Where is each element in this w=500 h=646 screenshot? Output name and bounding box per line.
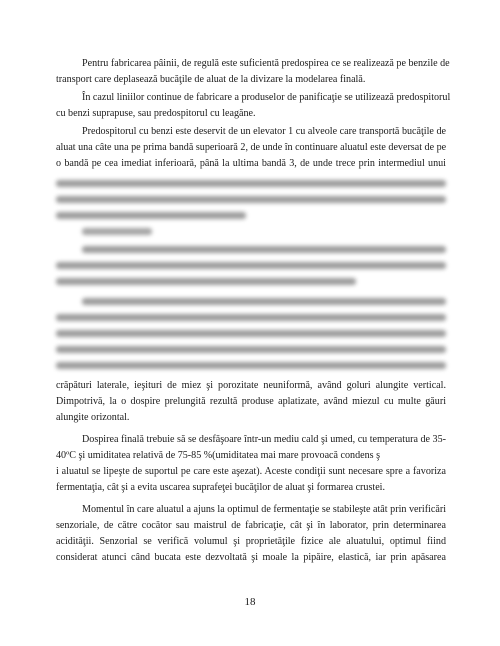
blurred-text-line [56, 362, 446, 369]
text-line: i aluatul se lipeşte de suportul pe care este aşezat). Aceste condiţii sunt necesare spre a favoriza [56, 466, 446, 477]
blurred-text-line [56, 212, 246, 219]
text-line: Momentul în care aluatul a ajuns la optimul de fermentaţie se stabileşte atât prin verificări [82, 504, 446, 515]
blurred-text-line [56, 196, 446, 203]
text-line: considerat atunci când bucata este dezvoltată şi moale la pipăire, elastică, iar prin apăsarea [56, 552, 446, 563]
text-line: senzoriale, de către cocător sau maistrul de fabricaţie, cât şi în laborator, prin determinarea [56, 520, 446, 531]
text-line: Predospitorul cu benzi este deservit de un elevator 1 cu alveole care transportă bucăţile de [82, 126, 446, 137]
text-line: Dimpotrivă, la o dospire prelungită rezultă produse aplatizate, având miezul cu multe găuri [56, 396, 446, 407]
blurred-subheading [82, 228, 152, 235]
blurred-text-line [56, 314, 446, 321]
text-line: aluat una câte una pe prima bandă superioară 2, de unde în continuare aluatul este deversat de pe [56, 142, 447, 153]
blurred-text-line [56, 330, 446, 337]
text-line: o bandă pe cea imediat inferioară, până la ultima bandă 3, de unde trece prin intermediul unui [56, 158, 446, 169]
blurred-text-line [82, 298, 446, 305]
text-line: crăpături laterale, ieşituri de miez şi porozitate neuniformă, având goluri alungite vertical. [56, 380, 446, 391]
blurred-text-line [82, 246, 446, 253]
text-line: cu benzi suprapuse, sau predospitorul cu leagăne. [56, 108, 256, 119]
blurred-text-line [56, 180, 446, 187]
page-number: 18 [244, 596, 256, 608]
text-line: 40ºC şi umiditatea relativă de 75-85 %(umiditatea mai mare provoacă condens ş [56, 450, 381, 461]
text-line: acidităţii. Senzorial se verifică volumul şi proprietăţile fizice ale aluatului, optimul fiind [56, 536, 446, 547]
text-line: Pentru fabricarea pâinii, de regulă este suficientă predospirea ce se realizează pe benzile de [82, 58, 450, 69]
blurred-text-line [56, 278, 356, 285]
blurred-text-line [56, 346, 446, 353]
text-line: alungite orizontal. [56, 412, 130, 423]
text-line: fermentaţia, cât şi a evita uscarea suprafeţei bucăţilor de aluat şi formarea crustei. [56, 482, 386, 493]
text-line: Dospirea finală trebuie să se desfăşoare într-un mediu cald şi umed, cu temperatura de 35- [82, 434, 446, 445]
text-line: În cazul liniilor continue de fabricare a produselor de panificaţie se utilizează predospitorul [82, 92, 451, 103]
text-line: transport care deplasează bucăţile de aluat de la divizare la modelarea finală. [56, 74, 366, 85]
blurred-text-line [56, 262, 446, 269]
